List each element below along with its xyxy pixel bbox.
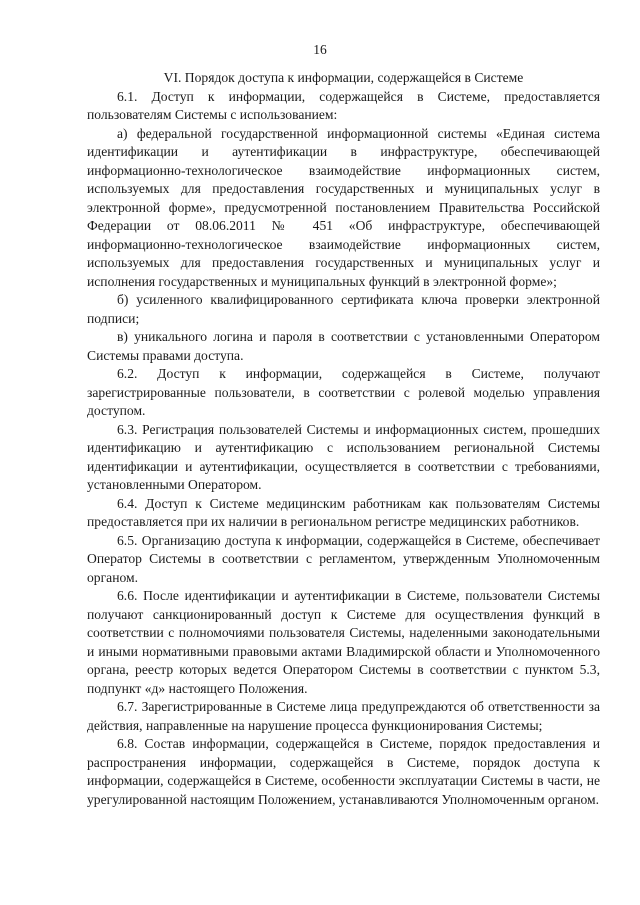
paragraph-6-2: 6.2. Доступ к информации, содержащейся в Системе, получают зарегистрированные пользователи, в соответствии с ролевой моделью управления доступом.: [87, 366, 600, 418]
paragraph-6-7: 6.7. Зарегистрированные в Системе лица предупреждаются об ответственности за действия, направленные на нарушение процесса функционирования Системы;: [87, 699, 600, 733]
paragraph-6-8: 6.8. Состав информации, содержащейся в Системе, порядок предоставления и распространения информации, содержащейся в Системе, порядок доступа к информации, содержащейся в Системе, особенности эксплуатации Системы в части, не урегулированной настоящим Положением, устанавливаются Уполномоченным органом.: [87, 736, 600, 807]
paragraph-6-3: 6.3. Регистрация пользователей Системы и информационных систем, прошедших идентификацию и аутентификацию с использованием региональной Системы идентификации и аутентификации, осуществляется в соответствии с требованиями, установленными Оператором.: [87, 421, 600, 492]
document-body: [87, 69, 600, 809]
paragraph-6-4: 6.4. Доступ к Системе медицинским работникам как пользователям Системы предоставляется при их наличии в региональном регистре медицинских работников.: [87, 495, 600, 529]
paragraph-6-5: 6.5. Организацию доступа к информации, содержащейся в Системе, обеспечивает Оператор Системы в соответствии с регламентом, утвержденным Уполномоченным органом.: [87, 532, 600, 585]
paragraph-6-1: 6.1. Доступ к информации, содержащейся в Системе, предоставляется пользователям Системы с использованием:: [87, 88, 600, 122]
paragraph-6-6: 6.6. После идентификации и аутентификации в Системе, пользователи Системы получают санкционированный доступ к Системе для осуществления функций в соответствии с полномочиями пользователя Системы, наделенными законодательными и иными нормативными правовыми актами Владимирской области и Уполномоченного органа, реестр которых ведется Оператором Системы в соответствии с пунктом 5.3, подпункт «д» настоящего Положения.: [87, 588, 600, 696]
paragraph-6-1-v: в) уникального логина и пароля в соответствии с установленными Оператором Системы правами доступа.: [87, 329, 600, 363]
page-number: 16: [313, 42, 327, 57]
paragraph-6-1-b: б) усиленного квалифицированного сертификата ключа проверки электронной подписи;: [87, 292, 600, 326]
paragraph-6-1-a: а) федеральной государственной информационной системы «Единая система идентификации и аутентификации в инфраструктуре, обеспечивающей информационно-технологическое взаимодействие информационных систем, используемых для предоставления государственных и муниципальных услуг в электронной форме», предусмотренной постановлением Правительства Российской Федерации от 08.06.2011 № 451 «Об инфраструктуре, обеспечивающей информационно-технологическое взаимодействие информационных систем, используемых для предоставления государственных и муниципальных услуг и исполнения государственных и муниципальных функций в электронной форме»;: [87, 125, 600, 289]
section-heading: VI. Порядок доступа к информации, содержащейся в Системе: [163, 70, 524, 85]
